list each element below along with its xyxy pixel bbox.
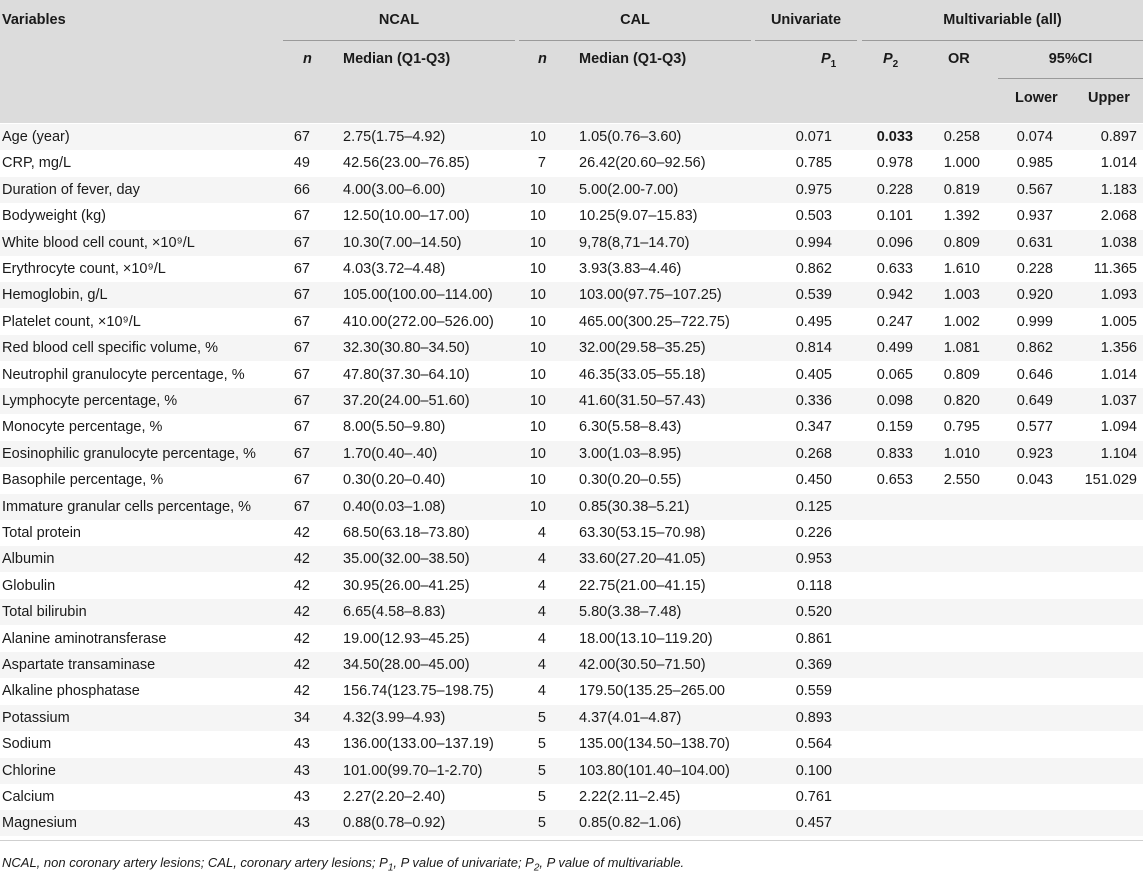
cell-p1: 0.100 — [795, 763, 832, 779]
cell-cal-n: 10 — [529, 235, 546, 251]
cell-ncal-median: 30.95(26.00–41.25) — [343, 578, 470, 594]
cell-variable: Hemoglobin, g/L — [2, 287, 108, 303]
cell-cal-n: 10 — [529, 314, 546, 330]
cell-cal-n: 10 — [529, 472, 546, 488]
cell-p2: 0.101 — [876, 208, 913, 224]
cell-ncal-n: 67 — [293, 419, 310, 435]
row-band — [0, 705, 1143, 731]
cell-ncal-median: 8.00(5.50–9.80) — [343, 419, 446, 435]
cell-ncal-n: 67 — [293, 261, 310, 277]
cell-cal-median: 18.00(13.10–119.20) — [579, 631, 713, 647]
header-cal: CAL — [620, 12, 650, 28]
cell-cal-median: 179.50(135.25–265.00 — [579, 683, 725, 699]
cell-upper: 1.014 — [1100, 367, 1137, 383]
cell-variable: Chlorine — [2, 763, 56, 779]
cell-ncal-n: 67 — [293, 367, 310, 383]
cell-cal-n: 4 — [537, 683, 546, 699]
header-cal-median: Median (Q1-Q3) — [579, 51, 687, 67]
cell-variable: Calcium — [2, 789, 55, 805]
cell-ncal-n: 43 — [293, 763, 310, 779]
cell-p1: 0.336 — [795, 393, 832, 409]
cell-variable: Basophile percentage, % — [2, 472, 164, 488]
cell-lower: 0.631 — [1016, 235, 1053, 251]
cell-upper: 1.094 — [1100, 419, 1137, 435]
cell-variable: Globulin — [2, 578, 56, 594]
cell-p1: 0.559 — [795, 683, 832, 699]
cell-variable: CRP, mg/L — [2, 155, 72, 171]
cell-cal-n: 5 — [537, 815, 546, 831]
cell-lower: 0.999 — [1016, 314, 1053, 330]
cell-cal-n: 10 — [529, 367, 546, 383]
cell-cal-n: 10 — [529, 446, 546, 462]
cell-variable: Eosinophilic granulocyte percentage, % — [2, 446, 256, 462]
cell-ncal-n: 42 — [293, 683, 310, 699]
cell-cal-n: 4 — [537, 551, 546, 567]
cell-cal-median: 6.30(5.58–8.43) — [579, 419, 682, 435]
rule-cal — [519, 40, 751, 41]
cell-p1: 0.761 — [795, 789, 832, 805]
cell-upper: 1.038 — [1100, 235, 1137, 251]
cell-p1: 0.268 — [795, 446, 832, 462]
cell-ncal-n: 42 — [293, 525, 310, 541]
cell-p2: 0.065 — [876, 367, 913, 383]
cell-ncal-median: 2.75(1.75–4.92) — [343, 129, 446, 145]
cell-p1: 0.495 — [795, 314, 832, 330]
row-band — [0, 810, 1143, 836]
cell-cal-n: 5 — [537, 763, 546, 779]
cell-ncal-n: 67 — [293, 314, 310, 330]
cell-p2: 0.228 — [876, 182, 913, 198]
header-cal-n: n — [538, 51, 547, 67]
cell-ncal-n: 67 — [293, 340, 310, 356]
rule-95ci — [998, 78, 1143, 79]
cell-p1: 0.953 — [795, 551, 832, 567]
cell-ncal-n: 43 — [293, 815, 310, 831]
cell-ncal-median: 47.80(37.30–64.10) — [343, 367, 470, 383]
cell-ncal-n: 67 — [293, 499, 310, 515]
cell-p2: 0.096 — [876, 235, 913, 251]
cell-cal-n: 4 — [537, 631, 546, 647]
cell-p1: 0.503 — [795, 208, 832, 224]
cell-lower: 0.862 — [1016, 340, 1053, 356]
cell-p1: 0.861 — [795, 631, 832, 647]
cell-variable: Sodium — [2, 736, 52, 752]
rule-univariate — [755, 40, 857, 41]
cell-cal-n: 5 — [537, 736, 546, 752]
cell-p1: 0.814 — [795, 340, 832, 356]
cell-lower: 0.567 — [1016, 182, 1053, 198]
cell-ncal-n: 67 — [293, 235, 310, 251]
cell-variable: Total bilirubin — [2, 604, 87, 620]
cell-variable: Albumin — [2, 551, 55, 567]
cell-variable: Lymphocyte percentage, % — [2, 393, 178, 409]
cell-cal-median: 42.00(30.50–71.50) — [579, 657, 706, 673]
cell-ncal-median: 101.00(99.70–1-2.70) — [343, 763, 483, 779]
header-lower: Lower — [1015, 90, 1058, 106]
cell-ncal-median: 105.00(100.00–114.00) — [343, 287, 493, 303]
cell-p2: 0.098 — [876, 393, 913, 409]
rule-ncal — [283, 40, 515, 41]
table-footnote: NCAL, non coronary artery lesions; CAL, coronary artery lesions; $P_1$, P value of univariate; $P_2$, P value of multivariable. — [2, 855, 685, 874]
row-band — [0, 758, 1143, 784]
cell-variable: Immature granular cells percentage, % — [2, 499, 252, 515]
cell-ncal-median: 12.50(10.00–17.00) — [343, 208, 470, 224]
cell-p1: 0.539 — [795, 287, 832, 303]
cell-p2: 0.942 — [876, 287, 913, 303]
cell-p2: 0.833 — [876, 446, 913, 462]
cell-variable: Erythrocyte count, ×10⁹/L — [2, 261, 166, 277]
cell-ncal-median: 4.32(3.99–4.93) — [343, 710, 446, 726]
cell-ncal-median: 4.00(3.00–6.00) — [343, 182, 446, 198]
cell-cal-n: 4 — [537, 578, 546, 594]
cell-cal-n: 10 — [529, 287, 546, 303]
cell-p2: 0.499 — [876, 340, 913, 356]
cell-cal-n: 10 — [529, 499, 546, 515]
cell-cal-n: 10 — [529, 393, 546, 409]
cell-cal-n: 4 — [537, 525, 546, 541]
cell-ncal-median: 0.30(0.20–0.40) — [343, 472, 446, 488]
cell-cal-n: 5 — [537, 710, 546, 726]
cell-p2: 0.247 — [876, 314, 913, 330]
header-ncal-median: Median (Q1-Q3) — [343, 51, 451, 67]
header-p2: $P_2$ — [883, 51, 899, 70]
cell-ncal-n: 42 — [293, 657, 310, 673]
cell-variable: Alkaline phosphatase — [2, 683, 140, 699]
header-or: OR — [948, 51, 970, 67]
cell-ncal-median: 0.88(0.78–0.92) — [343, 815, 446, 831]
cell-p1: 0.125 — [795, 499, 832, 515]
row-band — [0, 546, 1143, 572]
cell-p2: 0.978 — [876, 155, 913, 171]
cell-variable: Duration of fever, day — [2, 182, 140, 198]
cell-ncal-n: 67 — [293, 129, 310, 145]
cell-p2: 0.633 — [876, 261, 913, 277]
cell-cal-median: 46.35(33.05–55.18) — [579, 367, 706, 383]
cell-upper: 1.037 — [1100, 393, 1137, 409]
cell-ncal-n: 67 — [293, 287, 310, 303]
cell-ncal-n: 42 — [293, 631, 310, 647]
cell-p2: 0.033 — [876, 129, 913, 145]
cell-ncal-median: 156.74(123.75–198.75) — [343, 683, 494, 699]
cell-p1: 0.450 — [795, 472, 832, 488]
cell-ncal-n: 67 — [293, 208, 310, 224]
cell-cal-n: 10 — [529, 340, 546, 356]
cell-upper: 2.068 — [1100, 208, 1137, 224]
cell-or: 0.809 — [943, 367, 980, 383]
cell-variable: Aspartate transaminase — [2, 657, 156, 673]
cell-variable: Magnesium — [2, 815, 77, 831]
cell-variable: Neutrophil granulocyte percentage, % — [2, 367, 245, 383]
cell-p2: 0.159 — [876, 419, 913, 435]
cell-ncal-median: 2.27(2.20–2.40) — [343, 789, 446, 805]
header-95ci: 95%CI — [1048, 51, 1093, 67]
cell-cal-median: 9,78(8,71–14.70) — [579, 235, 690, 251]
rule-multivariable — [862, 40, 1143, 41]
cell-variable: Potassium — [2, 710, 70, 726]
header-variables: Variables — [2, 12, 66, 28]
cell-or: 0.809 — [943, 235, 980, 251]
cell-ncal-n: 43 — [293, 789, 310, 805]
cell-cal-n: 10 — [529, 208, 546, 224]
cell-upper: 0.897 — [1100, 129, 1137, 145]
cell-p1: 0.785 — [795, 155, 832, 171]
cell-lower: 0.646 — [1016, 367, 1053, 383]
cell-or: 0.795 — [943, 419, 980, 435]
cell-p1: 0.862 — [795, 261, 832, 277]
cell-ncal-median: 42.56(23.00–76.85) — [343, 155, 470, 171]
header-ncal-n: n — [303, 51, 312, 67]
cell-lower: 0.937 — [1016, 208, 1053, 224]
cell-lower: 0.920 — [1016, 287, 1053, 303]
cell-cal-median: 22.75(21.00–41.15) — [579, 578, 706, 594]
cell-variable: Alanine aminotransferase — [2, 631, 167, 647]
cell-cal-median: 3.00(1.03–8.95) — [579, 446, 682, 462]
cell-or: 0.820 — [943, 393, 980, 409]
cell-variable: Red blood cell specific volume, % — [2, 340, 218, 356]
cell-or: 0.258 — [943, 129, 980, 145]
cell-cal-n: 10 — [529, 182, 546, 198]
cell-cal-median: 41.60(31.50–57.43) — [579, 393, 706, 409]
cell-ncal-n: 67 — [293, 472, 310, 488]
cell-or: 1.002 — [943, 314, 980, 330]
cell-p1: 0.893 — [795, 710, 832, 726]
cell-p1: 0.118 — [796, 578, 832, 594]
cell-p1: 0.975 — [795, 182, 832, 198]
cell-ncal-median: 1.70(0.40–.40) — [343, 446, 438, 462]
cell-cal-median: 103.80(101.40–104.00) — [579, 763, 730, 779]
cell-cal-n: 10 — [529, 419, 546, 435]
cell-lower: 0.074 — [1016, 129, 1053, 145]
cell-or: 0.819 — [943, 182, 980, 198]
cell-cal-median: 4.37(4.01–4.87) — [579, 710, 682, 726]
cell-cal-median: 5.00(2.00-7.00) — [579, 182, 679, 198]
cell-cal-median: 135.00(134.50–138.70) — [579, 736, 730, 752]
cell-upper: 11.365 — [1093, 261, 1137, 277]
cell-variable: Total protein — [2, 525, 81, 541]
cell-or: 1.081 — [943, 340, 980, 356]
cell-ncal-median: 0.40(0.03–1.08) — [343, 499, 446, 515]
cell-cal-n: 4 — [537, 604, 546, 620]
cell-variable: Monocyte percentage, % — [2, 419, 163, 435]
cell-upper: 1.356 — [1100, 340, 1137, 356]
cell-ncal-n: 67 — [293, 393, 310, 409]
cell-upper: 1.093 — [1100, 287, 1137, 303]
cell-upper: 1.104 — [1100, 446, 1137, 462]
cell-cal-median: 26.42(20.60–92.56) — [579, 155, 706, 171]
cell-lower: 0.228 — [1016, 261, 1053, 277]
cell-cal-median: 63.30(53.15–70.98) — [579, 525, 706, 541]
cell-ncal-median: 32.30(30.80–34.50) — [343, 340, 470, 356]
cell-ncal-median: 35.00(32.00–38.50) — [343, 551, 470, 567]
cell-ncal-median: 410.00(272.00–526.00) — [343, 314, 494, 330]
cell-cal-n: 5 — [537, 789, 546, 805]
cell-cal-median: 0.85(30.38–5.21) — [579, 499, 690, 515]
cell-cal-n: 7 — [537, 155, 546, 171]
cell-variable: Age (year) — [2, 129, 70, 145]
cell-ncal-n: 49 — [293, 155, 310, 171]
cell-p1: 0.520 — [795, 604, 832, 620]
cell-ncal-n: 42 — [293, 604, 310, 620]
header-upper: Upper — [1088, 90, 1130, 106]
cell-cal-n: 10 — [529, 129, 546, 145]
cell-or: 1.010 — [943, 446, 980, 462]
cell-cal-median: 10.25(9.07–15.83) — [579, 208, 698, 224]
cell-p1: 0.347 — [795, 419, 832, 435]
cell-p1: 0.226 — [795, 525, 832, 541]
cell-upper: 1.183 — [1100, 182, 1137, 198]
cell-ncal-median: 10.30(7.00–14.50) — [343, 235, 462, 251]
cell-cal-median: 32.00(29.58–35.25) — [579, 340, 706, 356]
cell-ncal-median: 68.50(63.18–73.80) — [343, 525, 470, 541]
cell-lower: 0.577 — [1016, 419, 1053, 435]
table-bottom-rule — [0, 840, 1143, 841]
cell-or: 1.610 — [943, 261, 980, 277]
cell-ncal-n: 42 — [293, 551, 310, 567]
cell-ncal-n: 43 — [293, 736, 310, 752]
cell-variable: Bodyweight (kg) — [2, 208, 106, 224]
cell-ncal-n: 67 — [293, 446, 310, 462]
cell-lower: 0.043 — [1016, 472, 1053, 488]
header-ncal: NCAL — [378, 12, 420, 28]
cell-ncal-n: 42 — [293, 578, 310, 594]
cell-or: 2.550 — [943, 472, 980, 488]
cell-cal-median: 3.93(3.83–4.46) — [579, 261, 682, 277]
cell-or: 1.392 — [943, 208, 980, 224]
cell-p1: 0.994 — [795, 235, 832, 251]
cell-ncal-median: 34.50(28.00–45.00) — [343, 657, 470, 673]
cell-p2: 0.653 — [876, 472, 913, 488]
cell-ncal-n: 34 — [293, 710, 310, 726]
cell-p1: 0.071 — [795, 129, 832, 145]
header-multivariable: Multivariable (all) — [943, 12, 1062, 28]
row-band — [0, 652, 1143, 678]
cell-lower: 0.923 — [1016, 446, 1053, 462]
cell-ncal-median: 6.65(4.58–8.83) — [343, 604, 446, 620]
cell-cal-n: 4 — [537, 657, 546, 673]
cell-cal-median: 1.05(0.76–3.60) — [579, 129, 682, 145]
cell-cal-median: 103.00(97.75–107.25) — [579, 287, 722, 303]
header-univariate: Univariate — [770, 12, 842, 28]
cell-ncal-median: 4.03(3.72–4.48) — [343, 261, 446, 277]
cell-upper: 1.014 — [1100, 155, 1137, 171]
cell-or: 1.003 — [943, 287, 980, 303]
cell-ncal-median: 19.00(12.93–45.25) — [343, 631, 470, 647]
cell-ncal-median: 37.20(24.00–51.60) — [343, 393, 470, 409]
cell-variable: Platelet count, ×10⁹/L — [2, 314, 141, 330]
cell-cal-median: 2.22(2.11–2.45) — [579, 789, 681, 805]
cell-cal-median: 0.30(0.20–0.55) — [579, 472, 682, 488]
cell-upper: 151.029 — [1084, 472, 1137, 488]
cell-p1: 0.457 — [795, 815, 832, 831]
cell-p1: 0.405 — [795, 367, 832, 383]
cell-cal-median: 33.60(27.20–41.05) — [579, 551, 706, 567]
cell-variable: White blood cell count, ×10⁹/L — [2, 235, 195, 251]
cell-or: 1.000 — [943, 155, 980, 171]
header-p1: $P_1$ — [821, 51, 837, 70]
cell-ncal-median: 136.00(133.00–137.19) — [343, 736, 494, 752]
row-band — [0, 599, 1143, 625]
cell-cal-median: 5.80(3.38–7.48) — [579, 604, 682, 620]
cell-p1: 0.564 — [795, 736, 832, 752]
cell-upper: 1.005 — [1100, 314, 1137, 330]
cell-ncal-n: 66 — [293, 182, 310, 198]
cell-lower: 0.649 — [1016, 393, 1053, 409]
cell-cal-median: 465.00(300.25–722.75) — [579, 314, 730, 330]
cell-cal-median: 0.85(0.82–1.06) — [579, 815, 682, 831]
cell-p1: 0.369 — [795, 657, 832, 673]
cell-lower: 0.985 — [1016, 155, 1053, 171]
cell-cal-n: 10 — [529, 261, 546, 277]
